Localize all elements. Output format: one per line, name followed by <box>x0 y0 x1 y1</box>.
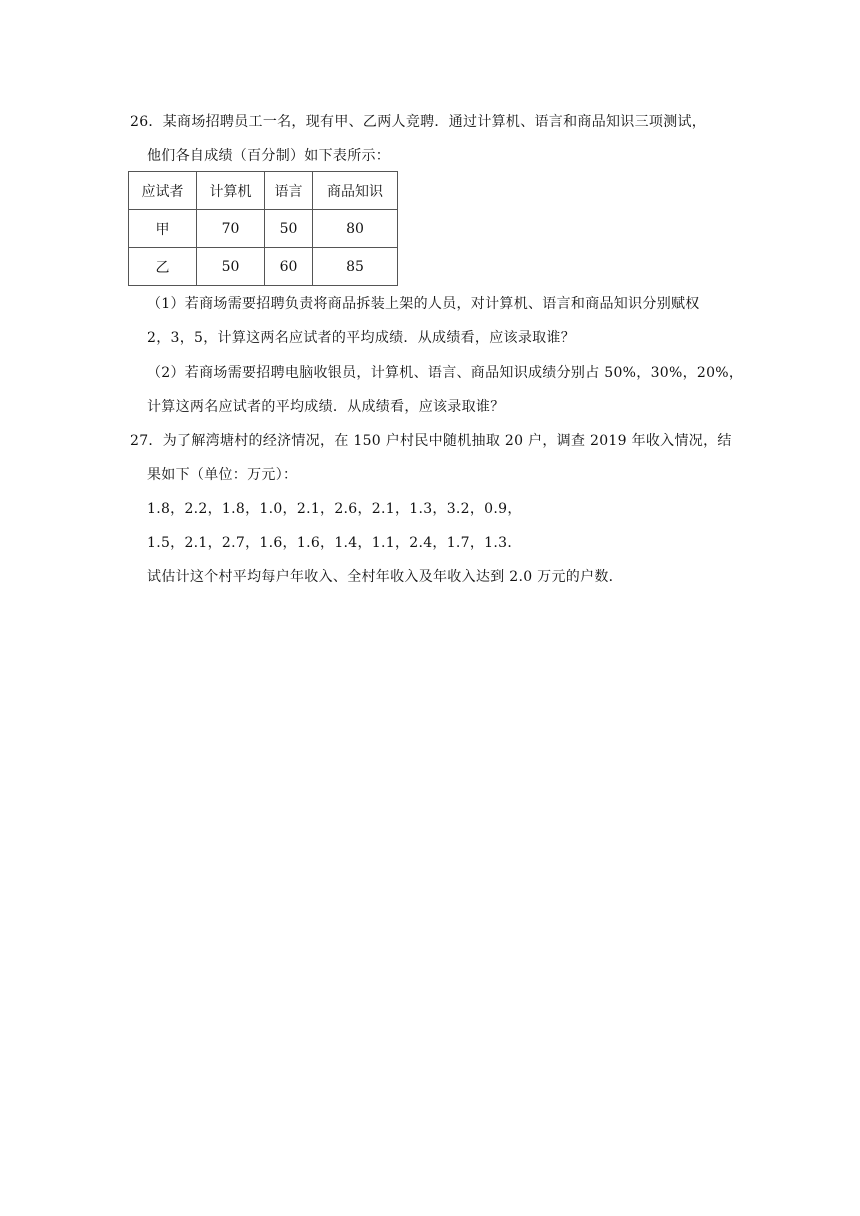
table-cell: 70 <box>197 210 265 248</box>
table-cell: 甲 <box>129 210 197 248</box>
table-cell: 50 <box>265 210 313 248</box>
q27-stem-line-1: 27．为了解湾塘村的经济情况，在 150 户村民中随机抽取 20 户，调查 2019 年收入情况，结 <box>130 433 732 449</box>
table-header-row <box>129 172 398 210</box>
q26-part1-line-1: （1）若商场需要招聘负责将商品拆装上架的人员，对计算机、语言和商品知识分别赋权 <box>147 296 700 312</box>
q27-data-line-1: 1.8，2.2，1.8，1.0，2.1，2.6，2.1，1.3，3.2，0.9， <box>147 501 522 517</box>
score-table <box>128 171 398 286</box>
header-cell: 应试者 <box>129 172 197 210</box>
header-cell: 计算机 <box>197 172 265 210</box>
table-cell: 60 <box>265 248 313 286</box>
table-cell: 80 <box>313 210 398 248</box>
table-cell: 50 <box>197 248 265 286</box>
table-row <box>129 210 398 248</box>
q26-stem-line-2: 他们各自成绩（百分制）如下表所示： <box>147 148 391 164</box>
q26-stem-line-1: 26．某商场招聘员工一名，现有甲、乙两人竞聘．通过计算机、语言和商品知识三项测试， <box>130 114 707 130</box>
header-cell: 商品知识 <box>313 172 398 210</box>
q27-stem-line-2: 果如下（单位：万元）： <box>147 467 298 483</box>
q27-question: 试估计这个村平均每户年收入、全村年收入及年收入达到 2.0 万元的户数． <box>147 569 623 585</box>
q26-part1-line-2: 2，3，5，计算这两名应试者的平均成绩．从成绩看，应该录取谁？ <box>147 330 576 346</box>
table-cell: 乙 <box>129 248 197 286</box>
header-cell: 语言 <box>265 172 313 210</box>
q27-data-line-2: 1.5，2.1，2.7，1.6，1.6，1.4，1.1，2.4，1.7，1.3． <box>147 535 522 551</box>
q26-part2-line-1: （2）若商场需要招聘电脑收银员，计算机、语言、商品知识成绩分别占 50%，30%，20%， <box>147 365 744 381</box>
table-cell: 85 <box>313 248 398 286</box>
table-row <box>129 248 398 286</box>
q26-part2-line-2: 计算这两名应试者的平均成绩．从成绩看，应该录取谁？ <box>147 399 505 415</box>
